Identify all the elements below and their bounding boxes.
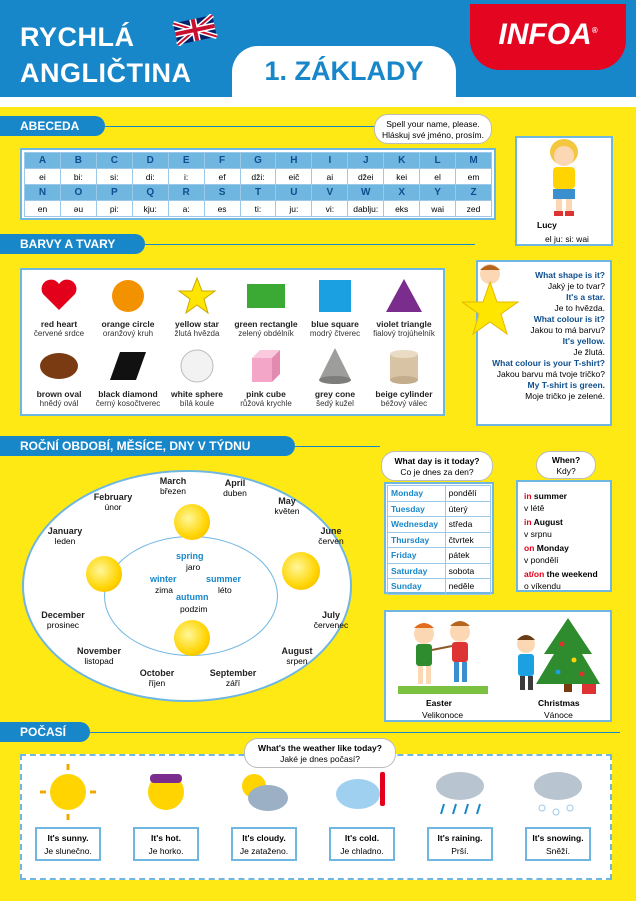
spell-en: Spell your name, please. <box>386 119 480 129</box>
shape-cz: hnědý ovál <box>39 399 79 408</box>
month-en: December <box>41 610 85 620</box>
weather-item <box>128 762 204 861</box>
weather-question-cz: Jaké je dnes počasí? <box>280 754 360 764</box>
square-icon <box>315 276 355 316</box>
weather-label-box <box>525 827 591 861</box>
shape-en: pink cube <box>246 389 286 399</box>
season-spring-cz: jaro <box>186 562 201 572</box>
when-cz: v srpnu <box>524 529 552 539</box>
month-label <box>200 478 270 498</box>
alphabet-cell: F <box>204 153 240 169</box>
month-en: October <box>139 668 175 678</box>
season-winter: winter <box>150 574 177 584</box>
brand-logo: INFOA® <box>470 4 626 70</box>
weather-cz: Je chladno. <box>340 846 384 856</box>
alphabet-cell: Z <box>456 185 492 201</box>
preposition: on <box>524 543 535 553</box>
month-cz: červen <box>318 536 344 546</box>
weather-en: It's cloudy. <box>242 833 286 843</box>
hot-sun-icon <box>134 762 198 822</box>
boy-with-star-illustration <box>462 262 524 346</box>
month-cz: únor <box>104 502 122 512</box>
alphabet-cell: S <box>204 185 240 201</box>
when-phrase: August <box>531 517 563 527</box>
section-abeceda: ABECEDA <box>0 116 105 136</box>
shape-item <box>92 346 164 409</box>
shape-item <box>368 346 440 409</box>
month-en: January <box>47 526 83 536</box>
alphabet-cell: zed <box>456 201 492 217</box>
alphabet-cell: kju: <box>132 201 168 217</box>
when-phrase: summer <box>531 491 567 501</box>
when-bubble <box>536 451 596 479</box>
alphabet-cell: X <box>384 185 420 201</box>
day-en: Tuesday <box>388 501 446 517</box>
section-line <box>90 732 620 733</box>
alphabet-cell: O <box>60 185 96 201</box>
snow-icon <box>526 762 590 822</box>
shape-cz: růžová krychle <box>240 399 292 408</box>
cube-icon <box>246 346 286 386</box>
day-question-bubble <box>381 451 493 481</box>
month-label <box>122 668 192 688</box>
alphabet-cell: D <box>132 153 168 169</box>
alphabet-cell: ju: <box>276 201 312 217</box>
alphabet-cell: si: <box>96 169 132 185</box>
qa-answer: Je žlutá. <box>573 347 605 357</box>
cold-cloud-icon <box>330 762 394 822</box>
lucy-pron: el ju: si: wai <box>545 234 589 244</box>
month-cz: říjen <box>148 678 166 688</box>
month-label <box>64 646 134 666</box>
month-label <box>28 610 98 630</box>
alphabet-cell: L <box>420 153 456 169</box>
alphabet-cell: pi: <box>96 201 132 217</box>
sphere-icon <box>177 346 217 386</box>
autumn-sun-icon <box>174 620 210 656</box>
shape-item <box>299 346 371 409</box>
month-cz: duben <box>223 488 247 498</box>
alphabet-cell: I <box>312 153 348 169</box>
alphabet-cell: džei <box>348 169 384 185</box>
alphabet-cell: eič <box>276 169 312 185</box>
weather-label-box <box>231 827 297 861</box>
shape-en: grey cone <box>314 389 356 399</box>
shape-en: yellow star <box>175 319 219 329</box>
season-winter-cz: zima <box>155 585 173 595</box>
weather-item <box>324 762 400 861</box>
alphabet-cell: el <box>420 169 456 185</box>
spell-bubble <box>374 114 492 144</box>
alphabet-cell: Y <box>420 185 456 201</box>
when-cz: v pondělí <box>524 555 559 565</box>
shape-item <box>230 276 302 339</box>
shape-cz: červené srdce <box>33 329 85 338</box>
qa-question: It's a star. <box>566 292 605 302</box>
weather-cz: Je zataženo. <box>239 846 289 856</box>
alphabet-cell: T <box>240 185 276 201</box>
alphabet-cell: ai <box>312 169 348 185</box>
weather-en: It's sunny. <box>47 833 89 843</box>
alphabet-cell: dži: <box>240 169 276 185</box>
alphabet-cell: en <box>25 201 61 217</box>
triangle-icon <box>384 276 424 316</box>
day-cz: pondělí <box>445 486 490 502</box>
summer-sun-icon <box>282 552 320 590</box>
alphabet-cell: C <box>96 153 132 169</box>
shape-cz: žlutá hvězda <box>174 329 220 338</box>
day-row <box>388 486 491 502</box>
month-label <box>296 526 366 546</box>
day-cz: čtvrtek <box>445 532 490 548</box>
cylinder-icon <box>384 346 424 386</box>
day-en: Saturday <box>388 563 446 579</box>
shape-item <box>368 276 440 339</box>
qa-answer: Jaký je to tvar? <box>547 281 605 291</box>
christmas-label: Christmas <box>538 698 580 708</box>
winter-sun-icon <box>86 556 122 592</box>
day-cz: neděle <box>445 579 490 595</box>
weather-cz: Je slunečno. <box>44 846 92 856</box>
alphabet-cell: H <box>276 153 312 169</box>
girl-illustration <box>517 138 611 218</box>
alphabet-cell: P <box>96 185 132 201</box>
rain-icon <box>428 762 492 822</box>
when-phrase: Monday <box>534 543 569 553</box>
alphabet-cell: U <box>276 185 312 201</box>
month-label <box>78 492 148 512</box>
month-label <box>30 526 100 546</box>
month-en: July <box>321 610 340 620</box>
weather-question-bubble <box>244 738 396 768</box>
preposition: in <box>524 517 532 527</box>
alphabet-cell: ei <box>25 169 61 185</box>
shape-cz: šedý kužel <box>316 399 354 408</box>
alphabet-cell: di: <box>132 169 168 185</box>
shape-en: blue square <box>311 319 359 329</box>
weather-panel <box>20 754 612 880</box>
shape-en: violet triangle <box>376 319 432 329</box>
weather-cz: Je horko. <box>148 846 184 856</box>
day-en: Friday <box>388 548 446 564</box>
month-en: March <box>159 476 187 486</box>
christmas-label-cz: Vánoce <box>544 710 573 720</box>
day-cz: pátek <box>445 548 490 564</box>
weather-cz: Prší. <box>451 846 469 856</box>
circle-icon <box>108 276 148 316</box>
section-barvy: BARVY A TVARY <box>0 234 145 254</box>
month-label <box>252 496 322 516</box>
alphabet-cell: M <box>456 153 492 169</box>
day-question-cz: Co je dnes za den? <box>400 467 474 477</box>
day-question-en: What day is it today? <box>394 456 480 466</box>
alphabet-cell: dablju: <box>348 201 384 217</box>
day-row <box>388 517 491 533</box>
season-summer-cz: léto <box>218 585 232 595</box>
qa-question: What colour is it? <box>533 314 605 324</box>
month-cz: prosinec <box>46 620 80 630</box>
qa-answer: Je to hvězda. <box>554 303 605 313</box>
month-en: September <box>209 668 257 678</box>
weather-label-box <box>427 827 493 861</box>
month-label <box>138 476 208 496</box>
alphabet-cell: vi: <box>312 201 348 217</box>
subtitle-tab: 1. ZÁKLADY <box>232 46 456 104</box>
christmas-tree-illustration <box>512 614 604 698</box>
shape-item <box>161 346 233 409</box>
weather-label-box <box>133 827 199 861</box>
shape-cz: oranžový kruh <box>102 329 154 338</box>
alphabet-cell: G <box>240 153 276 169</box>
star-icon <box>177 276 217 316</box>
alphabet-cell: em <box>456 169 492 185</box>
day-row <box>388 563 491 579</box>
shape-cz: bílá koule <box>179 399 215 408</box>
weather-en: It's hot. <box>151 833 181 843</box>
month-en: November <box>76 646 121 656</box>
when-item <box>524 490 610 514</box>
qa-answer: Jakou barvu má tvoje tričko? <box>496 369 605 379</box>
alphabet-cell: a: <box>168 201 204 217</box>
season-autumn: autumn <box>176 592 209 602</box>
day-en: Sunday <box>388 579 446 595</box>
weather-item <box>520 762 596 861</box>
day-row <box>388 579 491 595</box>
month-label <box>296 610 366 630</box>
alphabet-cell: ef <box>204 169 240 185</box>
day-cz: středa <box>445 517 490 533</box>
easter-label-cz: Velikonoce <box>422 710 464 720</box>
day-row <box>388 532 491 548</box>
section-pocasi: POČASÍ <box>0 722 90 742</box>
shape-cz: černý kosočtverec <box>95 399 161 408</box>
section-line <box>105 126 375 127</box>
spring-sun-icon <box>174 504 210 540</box>
shape-cz: béžový válec <box>380 399 428 408</box>
shape-item <box>92 276 164 339</box>
month-cz: září <box>225 678 241 688</box>
title-line-2: ANGLIČTINA <box>20 58 192 88</box>
shape-en: orange circle <box>101 319 155 329</box>
weather-question-en: What's the weather like today? <box>258 743 382 753</box>
month-en: February <box>93 492 133 502</box>
month-cz: březen <box>160 486 186 496</box>
shape-cz: zelený obdélník <box>238 329 294 338</box>
spell-cz: Hláskuj své jméno, prosím. <box>381 130 485 140</box>
alphabet-cell: A <box>25 153 61 169</box>
section-line <box>145 244 475 245</box>
qa-answer: Jakou to má barvu? <box>530 325 605 335</box>
lucy-name: Lucy <box>537 220 557 230</box>
qa-answer: Moje tričko je zelené. <box>525 391 605 401</box>
alphabet-table <box>24 152 492 217</box>
qa-question: My T-shirt is green. <box>527 380 605 390</box>
when-cz: Kdy? <box>556 466 576 476</box>
when-en: When? <box>551 455 581 465</box>
month-cz: červenec <box>313 620 349 630</box>
weather-label-box <box>329 827 395 861</box>
alphabet-cell: əu <box>60 201 96 217</box>
heart-icon <box>39 276 79 316</box>
shape-item <box>161 276 233 339</box>
rectangle-icon <box>246 276 286 316</box>
weather-en: It's raining. <box>437 833 483 843</box>
cone-icon <box>315 346 355 386</box>
shape-en: beige cylinder <box>375 389 433 399</box>
shape-item <box>23 276 95 339</box>
shape-en: red heart <box>40 319 78 329</box>
alphabet-panel <box>20 148 496 220</box>
when-item <box>524 516 610 540</box>
qa-question: It's yellow. <box>562 336 605 346</box>
month-cz: srpen <box>286 656 308 666</box>
when-cz: o víkendu <box>524 581 561 591</box>
section-line <box>295 446 380 447</box>
alphabet-cell: es <box>204 201 240 217</box>
alphabet-cell: eks <box>384 201 420 217</box>
shape-item <box>230 346 302 409</box>
shape-item <box>299 276 371 339</box>
when-item <box>524 542 610 566</box>
when-panel <box>516 480 612 592</box>
alphabet-cell: J <box>348 153 384 169</box>
when-phrase: the weekend <box>544 569 598 579</box>
alphabet-cell: R <box>168 185 204 201</box>
month-label <box>198 668 268 688</box>
shape-en: white sphere <box>171 389 223 399</box>
uk-flag-icon <box>172 14 218 46</box>
season-spring: spring <box>176 551 204 561</box>
month-cz: listopad <box>84 656 114 666</box>
alphabet-cell: K <box>384 153 420 169</box>
season-summer: summer <box>206 574 242 584</box>
oval-icon <box>39 346 79 386</box>
month-cz: leden <box>54 536 76 546</box>
alphabet-cell: E <box>168 153 204 169</box>
easter-label: Easter <box>426 698 452 708</box>
alphabet-cell: kei <box>384 169 420 185</box>
section-obdobi: ROČNÍ OBDOBÍ, MĚSÍCE, DNY V TÝDNU <box>0 436 295 456</box>
alphabet-cell: V <box>312 185 348 201</box>
cloud-icon <box>232 762 296 822</box>
days-panel <box>384 482 494 594</box>
alphabet-cell: ti: <box>240 201 276 217</box>
day-en: Thursday <box>388 532 446 548</box>
month-en: August <box>281 646 313 656</box>
shape-cz: modrý čtverec <box>309 329 361 338</box>
weather-label-box <box>35 827 101 861</box>
preposition: in <box>524 491 532 501</box>
lucy-panel <box>515 136 613 246</box>
shape-en: green rectangle <box>234 319 298 329</box>
qa-question: What colour is your T-shirt? <box>492 358 605 368</box>
weather-en: It's snowing. <box>532 833 584 843</box>
alphabet-cell: W <box>348 185 384 201</box>
alphabet-cell: B <box>60 153 96 169</box>
alphabet-cell: N <box>25 185 61 201</box>
alphabet-cell: i: <box>168 169 204 185</box>
day-cz: sobota <box>445 563 490 579</box>
easter-children-illustration <box>398 616 488 696</box>
alphabet-cell: wai <box>420 201 456 217</box>
days-table <box>387 485 491 595</box>
sun-icon <box>36 762 100 822</box>
shape-en: brown oval <box>36 389 82 399</box>
when-item <box>524 568 610 592</box>
month-cz: květen <box>274 506 300 516</box>
day-cz: úterý <box>445 501 490 517</box>
day-en: Monday <box>388 486 446 502</box>
alphabet-cell: bi: <box>60 169 96 185</box>
month-label <box>262 646 332 666</box>
shapes-panel <box>20 268 445 416</box>
season-autumn-cz: podzim <box>180 604 208 614</box>
month-en: May <box>278 496 296 506</box>
month-en: April <box>224 478 246 488</box>
shape-en: black diamond <box>98 389 158 399</box>
preposition: at/on <box>524 569 545 579</box>
when-cz: v létě <box>524 503 545 513</box>
shape-item <box>23 346 95 409</box>
weather-cz: Sněží. <box>545 846 571 856</box>
diamond-icon <box>108 346 148 386</box>
day-row <box>388 501 491 517</box>
holidays-panel <box>384 610 612 722</box>
day-en: Wednesday <box>388 517 446 533</box>
weather-en: It's cold. <box>344 833 380 843</box>
alphabet-cell: Q <box>132 185 168 201</box>
title-line-1: RYCHLÁ <box>20 22 135 52</box>
day-row <box>388 548 491 564</box>
shape-cz: fialový trojúhelník <box>373 329 435 338</box>
weather-item <box>226 762 302 861</box>
weather-item <box>30 762 106 861</box>
month-en: June <box>320 526 342 536</box>
qa-question: What shape is it? <box>535 270 605 280</box>
weather-item <box>422 762 498 861</box>
